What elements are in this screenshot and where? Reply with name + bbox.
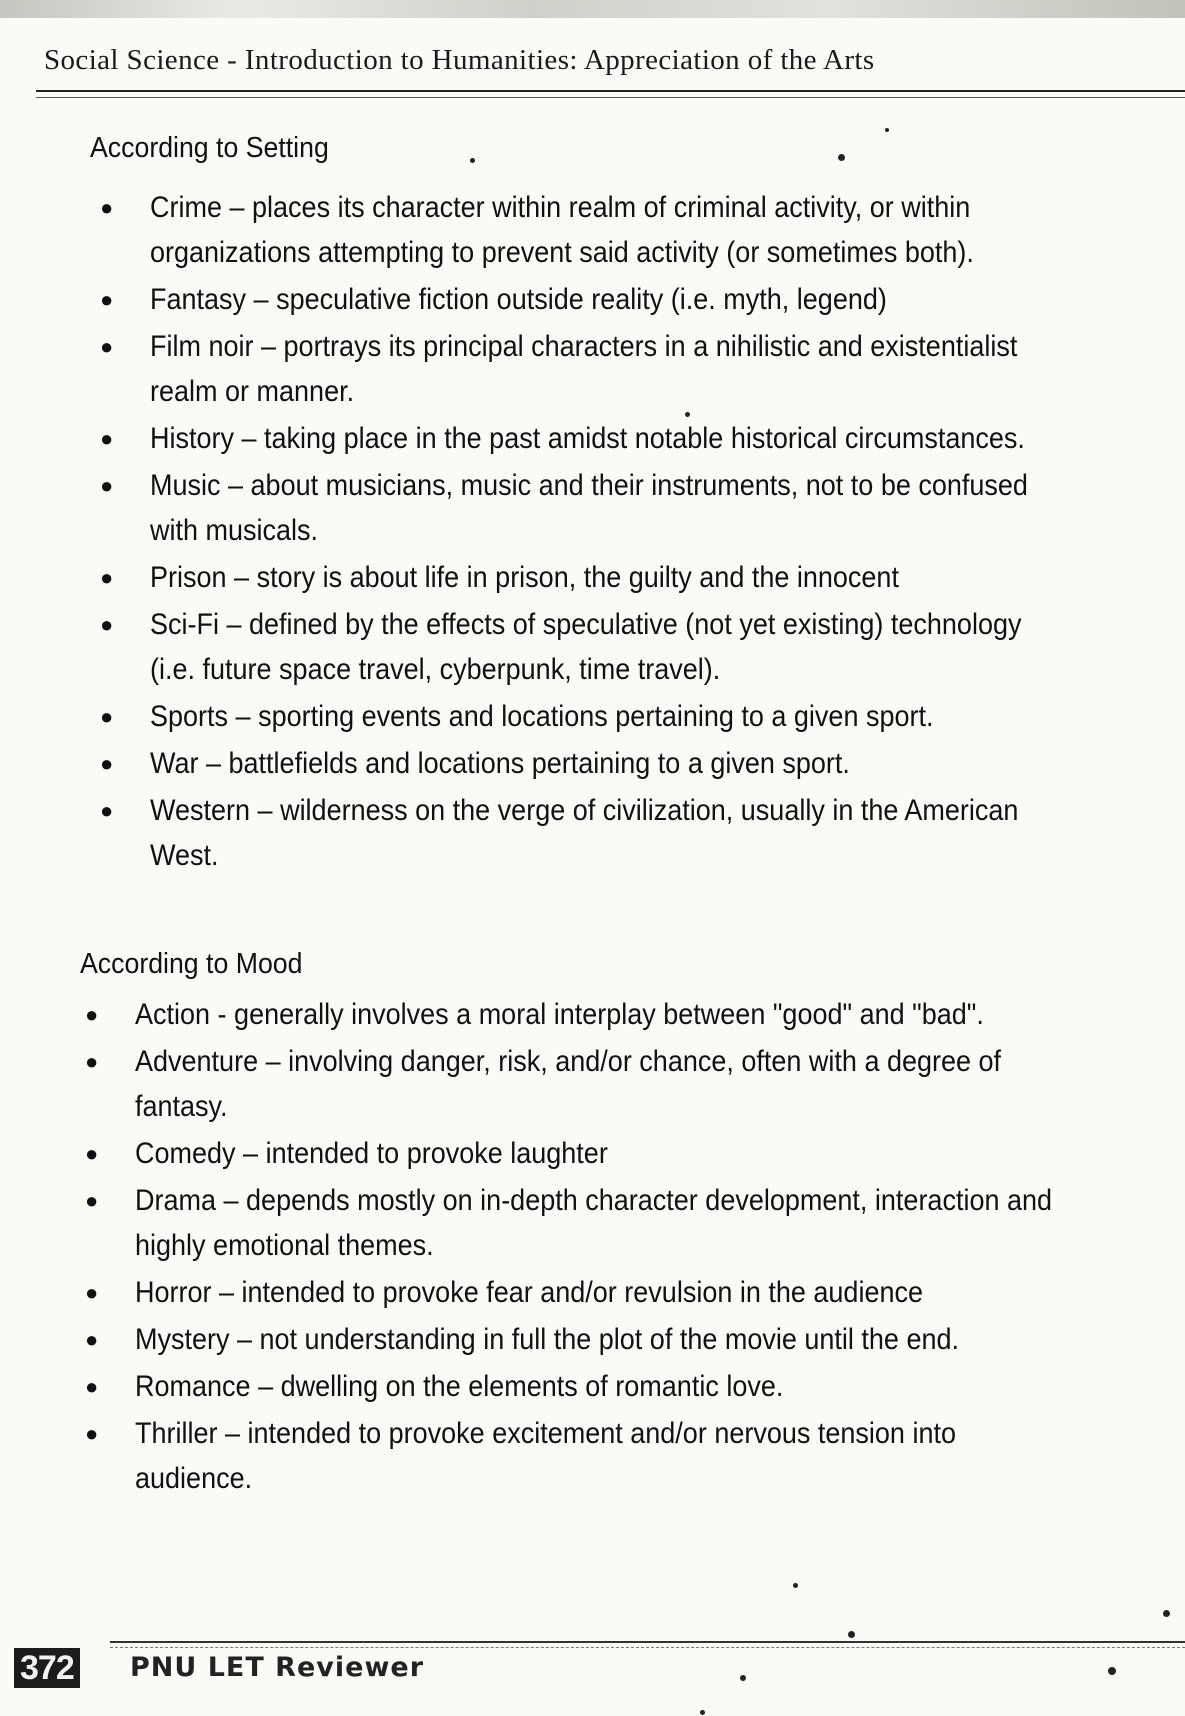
genre-description: involving danger, risk, and/or chance, often with a degree of fantasy.: [135, 1045, 1002, 1123]
list-item: ● Crime – places its character within realm of criminal activity, or within organizations attempting to prevent said activity (or sometimes both).: [150, 185, 1170, 275]
genre-term: Comedy: [135, 1137, 236, 1170]
publication-name: PNU LET Reviewer: [130, 1652, 425, 1683]
genre-description: speculative fiction outside reality (i.e. myth, legend): [276, 283, 887, 316]
bullet-icon: ●: [85, 1188, 99, 1213]
section-heading-setting: According to Setting: [90, 132, 329, 164]
scan-speck: [793, 1583, 798, 1588]
genre-term: Crime: [150, 191, 222, 224]
list-item: ● Romance – dwelling on the elements of romantic love.: [135, 1364, 1155, 1409]
genre-term: War: [150, 747, 199, 780]
genre-term: Sci-Fi: [150, 608, 219, 641]
header-rule: [36, 90, 1185, 98]
bullet-icon: ●: [100, 426, 114, 451]
bullet-icon: ●: [100, 473, 114, 498]
bullet-icon: ●: [100, 565, 114, 590]
genre-term: Drama: [135, 1184, 217, 1217]
list-item: ● Mystery – not understanding in full the plot of the movie until the end.: [135, 1317, 1155, 1362]
list-item: ● History – taking place in the past amidst notable historical circumstances.: [150, 416, 1170, 461]
list-item: ● Adventure – involving danger, risk, and/or chance, often with a degree of fantasy.: [135, 1039, 1155, 1129]
bullet-icon: ●: [85, 1280, 99, 1305]
genre-term: Mystery: [135, 1323, 230, 1356]
list-item: ● Comedy – intended to provoke laughter: [135, 1131, 1155, 1176]
scan-speck: [885, 128, 889, 132]
genre-term: Music: [150, 469, 221, 502]
genre-description: sporting events and locations pertaining to a given sport.: [258, 700, 934, 733]
section-heading-mood: According to Mood: [80, 948, 303, 980]
scan-speck: [470, 158, 475, 163]
list-item: ● Prison – story is about life in prison, the guilty and the innocent: [150, 555, 1170, 600]
genre-description: portrays its principal characters in a nihilistic and existentialist realm or manner.: [150, 330, 1018, 408]
scan-speck: [838, 154, 845, 161]
genre-term: Romance: [135, 1370, 251, 1403]
list-item: ● Drama – depends mostly on in-depth character development, interaction and highly emotional themes.: [135, 1178, 1155, 1268]
genre-description: taking place in the past amidst notable historical circumstances.: [264, 422, 1025, 455]
bullet-icon: ●: [85, 1327, 99, 1352]
bullet-icon: ●: [100, 195, 114, 220]
scan-speck: [740, 1675, 746, 1681]
genre-term: History: [150, 422, 235, 455]
genre-description: intended to provoke laughter: [265, 1137, 608, 1170]
genre-description: wilderness on the verge of civilization, usually in the American West.: [150, 794, 1019, 872]
genre-term: Horror: [135, 1276, 212, 1309]
list-item: ● Music – about musicians, music and their instruments, not to be confused with musicals.: [150, 463, 1170, 553]
genre-term: Fantasy: [150, 283, 247, 316]
genre-description: about musicians, music and their instruments, not to be confused with musicals.: [150, 469, 1028, 547]
genre-description: battlefields and locations pertaining to a given sport.: [228, 747, 850, 780]
genre-term: Adventure: [135, 1045, 259, 1078]
list-item: ● War – battlefields and locations pertaining to a given sport.: [150, 741, 1170, 786]
list-item: ● Action - generally involves a moral interplay between "good" and "bad".: [135, 992, 1155, 1037]
bullet-icon: ●: [100, 334, 114, 359]
bullet-icon: ●: [85, 1374, 99, 1399]
genre-term: Sports: [150, 700, 229, 733]
genre-description: story is about life in prison, the guilty and the innocent: [256, 561, 899, 594]
list-item: ● Horror – intended to provoke fear and/or revulsion in the audience: [135, 1270, 1155, 1315]
bullet-icon: ●: [100, 704, 114, 729]
scan-speck: [1108, 1667, 1116, 1675]
genre-description: intended to provoke fear and/or revulsion in the audience: [241, 1276, 924, 1309]
bullet-icon: ●: [85, 1049, 99, 1074]
footer-rule: [110, 1641, 1185, 1648]
list-item: ● Sports – sporting events and locations pertaining to a given sport.: [150, 694, 1170, 739]
genre-description: not understanding in full the plot of the movie until the end.: [259, 1323, 959, 1356]
scan-speck: [685, 412, 690, 417]
scan-speck: [848, 1631, 855, 1638]
genre-term: Film noir: [150, 330, 254, 363]
bullet-icon: ●: [100, 751, 114, 776]
setting-genre-list: [100, 185, 1170, 880]
scan-edge-strip: [0, 0, 1185, 18]
list-item: ● Thriller – intended to provoke excitement and/or nervous tension into audience.: [135, 1411, 1155, 1501]
genre-description: depends mostly on in-depth character development, interaction and highly emotional themes.: [135, 1184, 1053, 1262]
bullet-icon: ●: [85, 1002, 99, 1027]
bullet-icon: ●: [100, 798, 114, 823]
scan-speck: [1163, 1610, 1170, 1617]
mood-genre-list: [85, 992, 1155, 1503]
list-item: ● Fantasy – speculative fiction outside reality (i.e. myth, legend): [150, 277, 1170, 322]
genre-description: generally involves a moral interplay between "good" and "bad".: [234, 998, 984, 1031]
list-item: ● Sci-Fi – defined by the effects of speculative (not yet existing) technology (i.e. future space travel, cyberpunk, time travel).: [150, 602, 1170, 692]
scan-speck: [700, 1710, 705, 1715]
list-item: ● Film noir – portrays its principal characters in a nihilistic and existentialist realm or manner.: [150, 324, 1170, 414]
genre-term: Prison: [150, 561, 227, 594]
genre-description: places its character within realm of criminal activity, or within organizations attempting to prevent said activity (or sometimes both).: [150, 191, 974, 269]
page-number: 372: [14, 1648, 80, 1688]
genre-term: Western: [150, 794, 251, 827]
genre-term: Thriller: [135, 1417, 218, 1450]
bullet-icon: ●: [100, 287, 114, 312]
genre-description: dwelling on the elements of romantic love.: [280, 1370, 784, 1403]
list-item: ● Western – wilderness on the verge of civilization, usually in the American West.: [150, 788, 1170, 878]
genre-term: Action: [135, 998, 211, 1031]
bullet-icon: ●: [85, 1421, 99, 1446]
genre-description: defined by the effects of speculative (not yet existing) technology (i.e. future space travel, cyberpunk, time travel).: [150, 608, 1022, 686]
genre-description: intended to provoke excitement and/or nervous tension into audience.: [135, 1417, 956, 1495]
bullet-icon: ●: [85, 1141, 99, 1166]
running-header: Social Science - Introduction to Humanities: Appreciation of the Arts: [44, 44, 875, 76]
bullet-icon: ●: [100, 612, 114, 637]
